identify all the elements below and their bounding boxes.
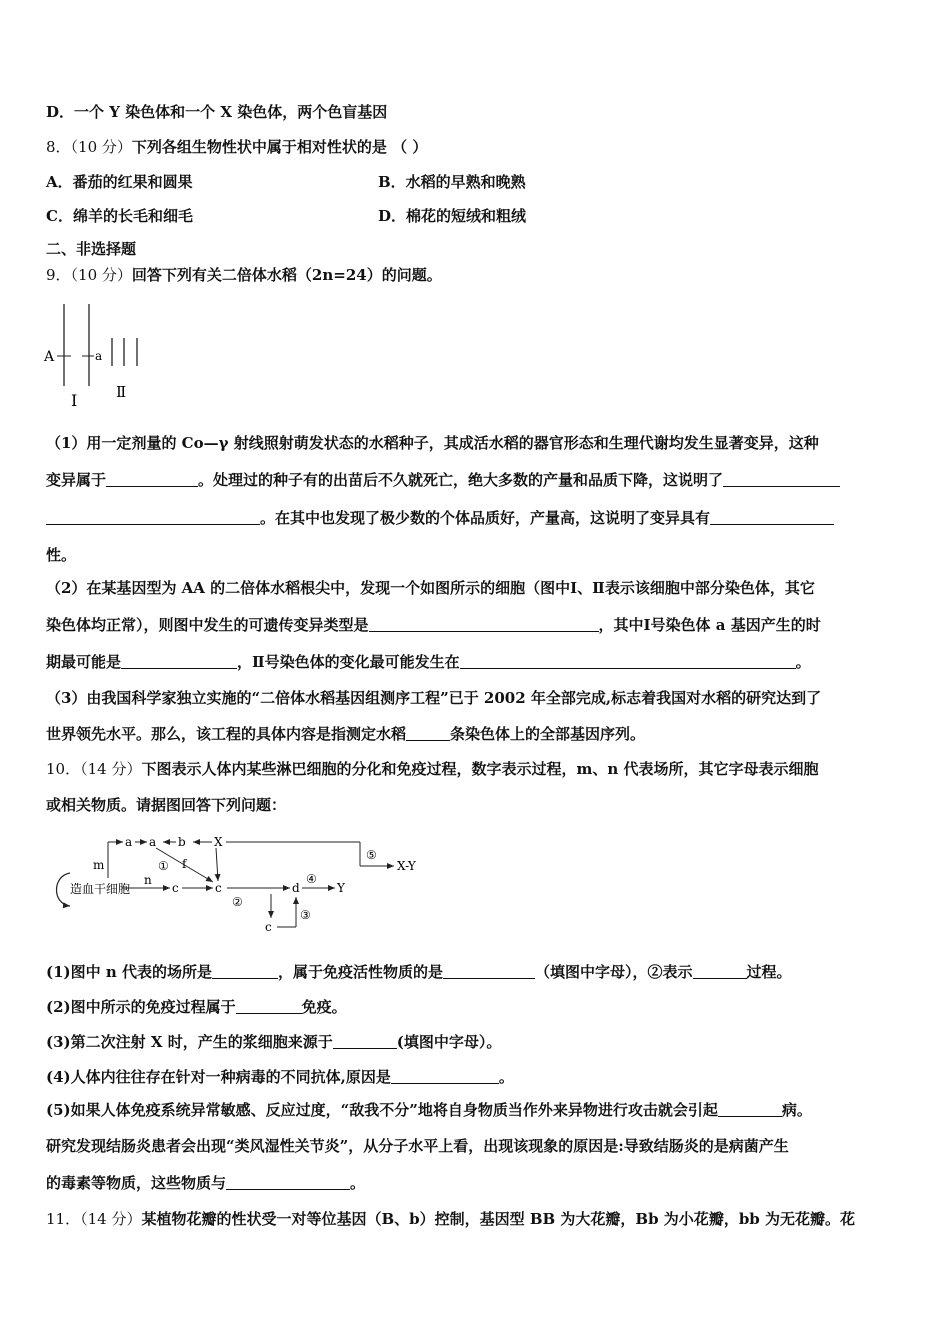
label-II: Ⅱ [116,383,127,401]
answer-blank[interactable] [443,963,535,979]
q11-stem: 11．（14 分）某植物花瓣的性状受一对等位基因（B、b）控制，基因型 BB 为大花瓣，Bb 为小花瓣，bb 为无花瓣。花 [46,1210,856,1228]
q10-p5-line2: 研究发现结肠炎患者会出现“类风湿性关节炎”，从分子水平上看，出现该现象的原因是:导致结肠炎的是病菌产生 [46,1137,789,1155]
q8-option-d: D．棉花的短绒和粗绒 [378,207,527,225]
q7-option-d: D．一个 Y 染色体和一个 X 染色体，两个色盲基因 [46,103,388,121]
q9-p2-line2: 染色体均正常），则图中发生的可遗传变异类型是 ，其中Ⅰ号染色体 a 基因产生的时 [46,616,821,634]
answer-blank[interactable] [710,509,834,525]
step-1: ① [158,859,169,873]
step-2: ② [232,895,243,909]
q9-p2-line1: （2）在某基因型为 AA 的二倍体水稻根尖中，发现一个如图所示的细胞（图中Ⅰ、Ⅱ表示该细胞中部分染色体，其它 [46,579,815,597]
q10-p1: (1)图中 n 代表的场所是 ，属于免疫活性物质的是 （填图中字母），②表示 过程。 [46,963,792,981]
q8-options-row2 [46,206,906,226]
section-title: 二、非选择题 [46,240,137,258]
answer-blank[interactable] [106,471,198,487]
answer-blank[interactable] [718,1101,782,1117]
self-renew-loop-arrow [57,873,71,906]
step-3: ③ [300,908,311,922]
stem-cell-label: 造血干细胞 [70,882,131,896]
q9-p1-line2: 变异属于 。处理过的种子有的出苗后不久就死亡，绝大多数的产量和品质下降，这说明了 [46,470,840,490]
answer-blank[interactable] [723,471,840,487]
answer-blank[interactable] [693,963,747,979]
q10-p4: (4)人体内往往存在针对一种病毒的不同抗体,原因是 。 [46,1068,514,1086]
answer-blank[interactable] [226,1174,350,1190]
answer-blank[interactable] [212,963,278,979]
q8-options-row1 [46,172,906,192]
q10-p5-line3: 的毒素等物质，这些物质与 。 [46,1174,366,1192]
label-a1: a [125,835,133,849]
label-f: f [182,857,187,871]
q10-number: 10．（14 分） [46,760,142,778]
chromosome-figure [40,298,160,413]
label-c1: c [172,881,179,895]
q8-stem: 8．（10 分）下列各组生物性状中属于相对性状的是 （ ） [46,138,428,156]
answer-blank[interactable] [121,653,237,669]
q9-p3-line1: （3）由我国科学家独立实施的“二倍体水稻基因组测序工程”已于 2002 年全部完成,标志着我国对水稻的研究达到了 [46,689,822,707]
answer-blank[interactable] [460,653,796,669]
label-m: m [93,858,105,872]
q9-number: 9．（10 分） [46,266,132,284]
q9-p3-line2: 世界领先水平。那么，该工程的具体内容是指测定水稻 条染色体上的全部基因序列。 [46,725,646,743]
q10-p2: (2)图中所示的免疫过程属于 免疫。 [46,998,347,1016]
q9-p1-line3: 。在其中也发现了极少数的个体品质好，产量高，这说明了变异具有 [46,508,834,528]
label-I: Ⅰ [71,391,78,410]
label-a: a [95,349,103,363]
answer-blank[interactable] [333,1033,397,1049]
q10-p3: (3)第二次注射 X 时，产生的浆细胞来源于 (填图中字母）。 [46,1033,502,1051]
answer-blank[interactable] [391,1068,499,1084]
label-d: d [292,881,300,895]
label-n: n [144,873,152,887]
q9-stem: 9．（10 分）回答下列有关二倍体水稻（2n=24）的问题。 [46,266,442,284]
answer-blank[interactable] [46,509,260,525]
step-4: ④ [306,872,317,886]
q8-option-a: A．番茄的红果和圆果 [46,173,193,191]
q8-option-b: B．水稻的早熟和晚熟 [378,173,526,191]
answer-blank[interactable] [236,998,302,1014]
step-5: ⑤ [366,848,377,862]
q11-number: 11．（14 分） [46,1210,142,1228]
q8-number: 8．（10 分） [46,138,132,156]
label-X-Y: X-Y [397,859,416,873]
q10-p5-line1: (5)如果人体免疫系统异常敏感、反应过度，“敌我不分”地将自身物质当作外来异物进行攻击就会引起 病。 [46,1101,812,1119]
q9-p1-line4: 性。 [46,546,77,564]
immune-process-diagram [50,830,440,942]
label-X: X [214,835,223,849]
label-b: b [178,835,186,849]
q9-p2-line3: 期最可能是 ，Ⅱ号染色体的变化最可能发生在 。 [46,653,811,671]
q10-stem-line1: 10．（14 分）下图表示人体内某些淋巴细胞的分化和免疫过程，数字表示过程，m、n 代表场所，其它字母表示细胞 [46,760,819,778]
answer-blank[interactable] [369,616,599,632]
q8-option-c: C．绵羊的长毛和细毛 [46,207,193,225]
label-A: A [44,349,55,365]
label-c2: c [215,881,222,895]
answer-blank[interactable] [406,725,450,741]
label-a2: a [149,835,157,849]
label-c3: c [265,920,272,934]
q10-stem-line2: 或相关物质。请据图回答下列问题： [46,796,287,814]
q9-p1-line1: （1）用一定剂量的 Co—γ 射线照射萌发状态的水稻种子，其成活水稻的器官形态和生理代谢均发生显著变异，这种 [46,434,819,452]
label-Y: Y [337,881,345,895]
